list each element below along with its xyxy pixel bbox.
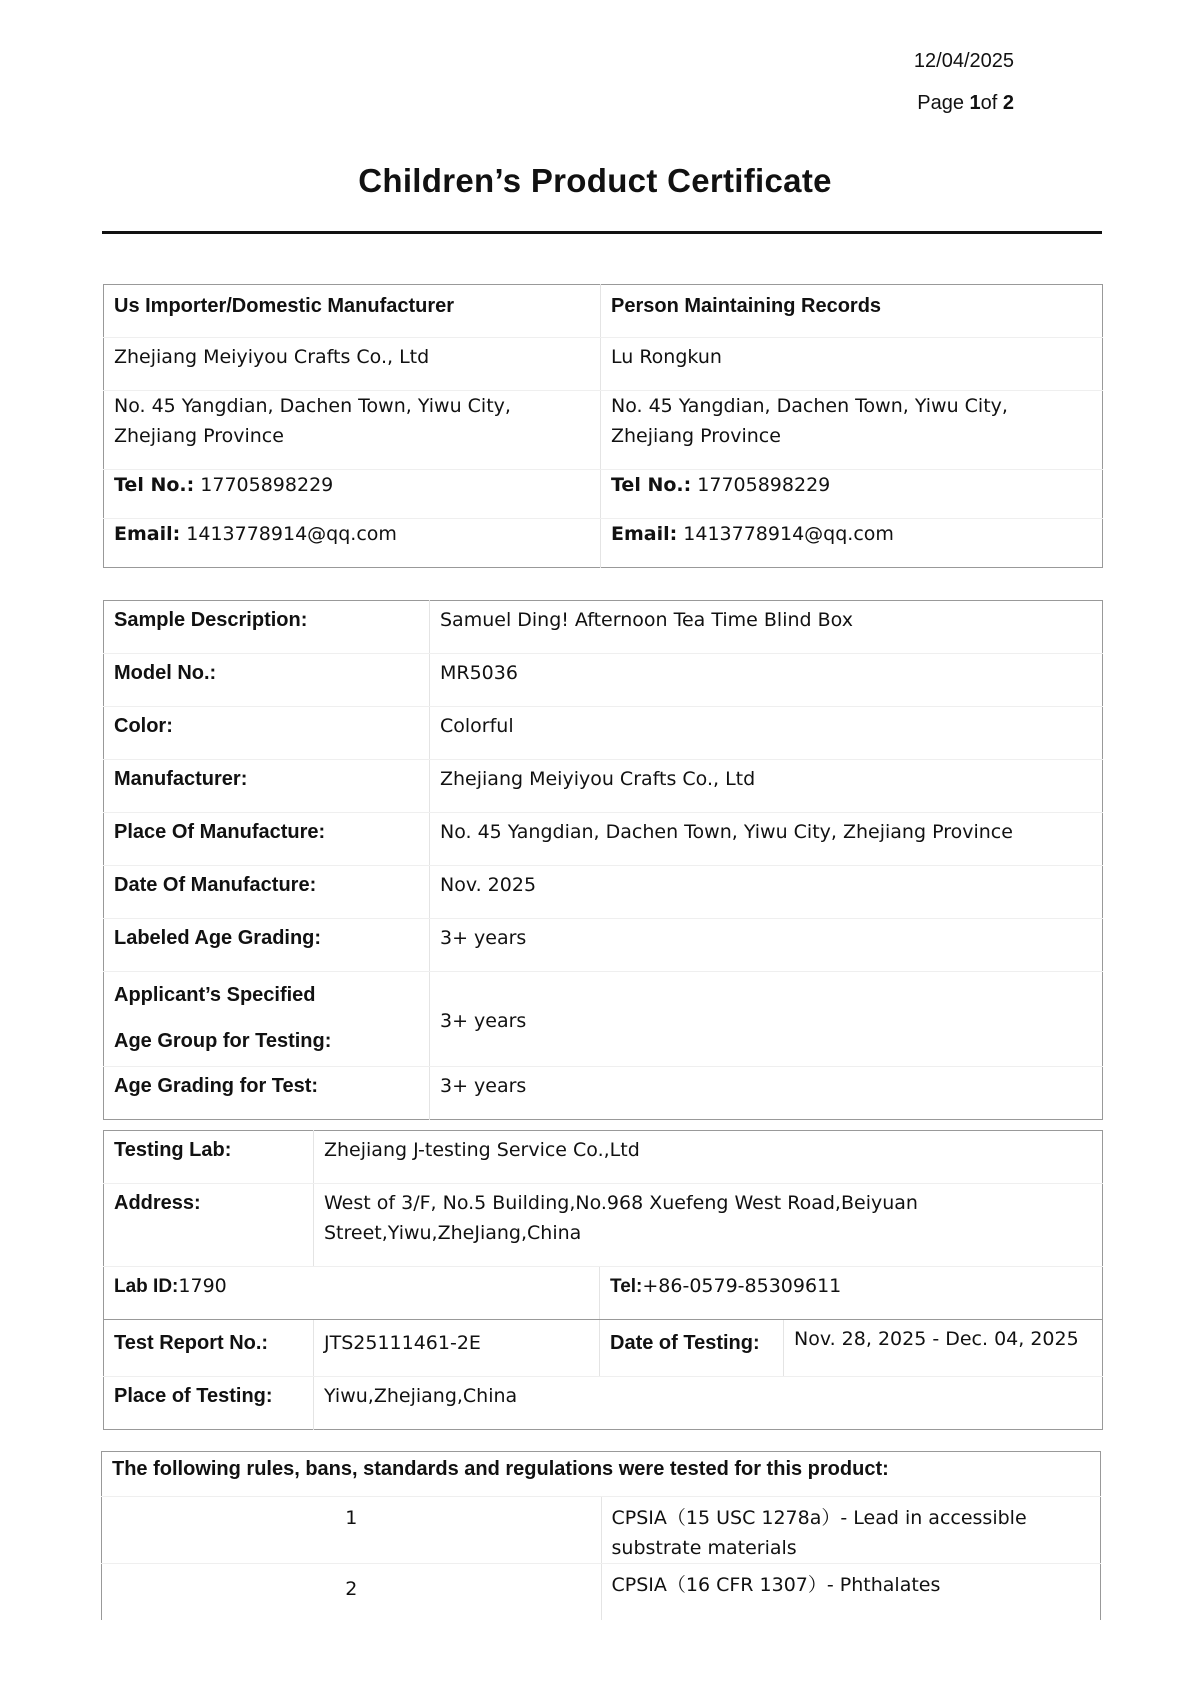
table-row — [104, 654, 1103, 707]
page-current: 1 — [969, 92, 981, 114]
document-date: 12/04/2025 — [913, 50, 1014, 72]
sample-label: Manufacturer: — [104, 760, 430, 813]
importer-name: Zhejiang Meiyiyou Crafts Co., Ltd — [104, 338, 601, 391]
lab-id-value: 1790 — [178, 1275, 227, 1297]
importer-email — [104, 519, 601, 568]
importer-tel-label: Tel No.: — [114, 474, 195, 496]
records-tel — [601, 470, 1103, 519]
sample-label: Sample Description: — [104, 601, 430, 654]
specified-age-label — [104, 972, 430, 1067]
page-separator: of — [980, 92, 1003, 114]
table-row — [104, 866, 1103, 919]
records-address: No. 45 Yangdian, Dachen Town, Yiwu City, Zhejiang Province — [601, 391, 1103, 470]
sample-table — [103, 600, 1103, 1120]
importer-tel-value: 17705898229 — [200, 474, 334, 496]
importer-heading: Us Importer/Domestic Manufacturer — [104, 285, 601, 338]
sample-label: Labeled Age Grading: — [104, 919, 430, 972]
sample-label: Color: — [104, 707, 430, 760]
records-email-value: 1413778914@qq.com — [683, 523, 894, 545]
sample-value: Samuel Ding! Afternoon Tea Time Blind Box — [430, 601, 1103, 654]
place-value: Yiwu,Zhejiang,China — [324, 1385, 518, 1407]
rules-table — [101, 1451, 1101, 1620]
sample-value: MR5036 — [430, 654, 1103, 707]
grading-label: Age Grading for Test: — [104, 1067, 430, 1120]
sample-label: Date Of Manufacture: — [104, 866, 430, 919]
table-row — [104, 707, 1103, 760]
table-row — [102, 1564, 1101, 1621]
table-row — [102, 1497, 1101, 1564]
page-total: 2 — [1002, 92, 1014, 114]
sample-value: 3+ years — [430, 919, 1103, 972]
report-value: JTS25111461-2E — [314, 1320, 600, 1377]
rule-text: CPSIA（16 CFR 1307）- Phthalates — [611, 1574, 941, 1596]
records-email-label: Email: — [611, 523, 678, 545]
grading-value: 3+ years — [440, 1075, 527, 1097]
sample-value: Colorful — [430, 707, 1103, 760]
records-heading: Person Maintaining Records — [601, 285, 1103, 338]
sample-label: Place Of Manufacture: — [104, 813, 430, 866]
table-row — [104, 1267, 1103, 1320]
lab-tel-label: Tel: — [610, 1276, 643, 1297]
rules-heading: The following rules, bans, standards and regulations were tested for this product: — [102, 1452, 1101, 1497]
rule-number: 2 — [102, 1564, 602, 1621]
page-title: Children’s Product Certificate — [358, 162, 832, 199]
lab-label: Testing Lab: — [104, 1131, 314, 1184]
table-row — [104, 1184, 1103, 1267]
page-indicator — [917, 92, 1014, 115]
table-row — [104, 601, 1103, 654]
place-label: Place of Testing: — [104, 1377, 314, 1430]
lab-table — [103, 1130, 1103, 1430]
sample-value: Nov. 2025 — [430, 866, 1103, 919]
table-row — [104, 1320, 1103, 1377]
testing-date-value: Nov. 28, 2025 - Dec. 04, 2025 — [784, 1320, 1103, 1377]
lab-id — [104, 1267, 600, 1320]
importer-address: No. 45 Yangdian, Dachen Town, Yiwu City, Zhejiang Province — [104, 391, 601, 470]
specified-age-label-line2: Age Group for Testing: — [114, 1030, 332, 1052]
importer-tel — [104, 470, 601, 519]
records-email — [601, 519, 1103, 568]
sample-label: Model No.: — [104, 654, 430, 707]
parties-table — [103, 284, 1103, 568]
specified-age-value: 3+ years — [430, 972, 1103, 1067]
address-text: West of 3/F, No.5 Building,No.968 Xuefeng West Road,Beiyuan Street,Yiwu,ZheJiang,China — [324, 1192, 918, 1244]
records-tel-label: Tel No.: — [611, 474, 692, 496]
table-row — [104, 760, 1103, 813]
table-row — [104, 972, 1103, 1067]
page-prefix: Page — [917, 92, 970, 114]
importer-email-label: Email: — [114, 523, 181, 545]
rule-text: CPSIA（15 USC 1278a）- Lead in accessible substrate materials — [601, 1497, 1101, 1564]
records-tel-value: 17705898229 — [697, 474, 831, 496]
table-row — [104, 1131, 1103, 1184]
lab-tel-value: +86-0579-85309611 — [642, 1275, 842, 1297]
sample-value: Zhejiang Meiyiyou Crafts Co., Ltd — [430, 760, 1103, 813]
table-row — [104, 919, 1103, 972]
table-row — [104, 1067, 1103, 1120]
address-value — [314, 1184, 1103, 1267]
lab-value: Zhejiang J-testing Service Co.,Ltd — [314, 1131, 1103, 1184]
testing-date-label: Date of Testing: — [600, 1320, 784, 1377]
records-name: Lu Rongkun — [601, 338, 1103, 391]
table-row — [104, 1377, 1103, 1430]
specified-age-label-line1: Applicant’s Specified — [114, 984, 316, 1006]
lab-tel — [600, 1267, 1103, 1320]
title-divider — [102, 231, 1102, 234]
lab-id-label: Lab ID: — [114, 1276, 179, 1297]
address-label: Address: — [104, 1184, 314, 1267]
report-label: Test Report No.: — [104, 1320, 314, 1377]
rule-number: 1 — [102, 1497, 602, 1564]
sample-value: No. 45 Yangdian, Dachen Town, Yiwu City, Zhejiang Province — [430, 813, 1103, 866]
table-row — [104, 813, 1103, 866]
importer-email-value: 1413778914@qq.com — [186, 523, 397, 545]
